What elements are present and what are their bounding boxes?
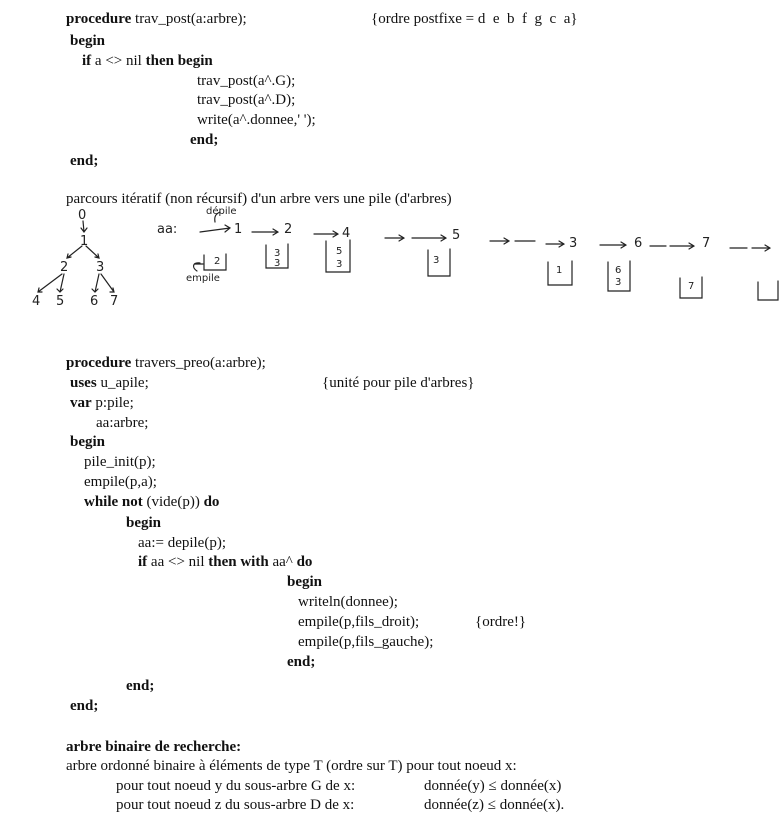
seq-value-7: 7 bbox=[702, 236, 711, 251]
proc2-uses-line bbox=[70, 374, 149, 392]
seq-value-5: 3 bbox=[569, 236, 578, 251]
keyword-do: do bbox=[203, 494, 220, 510]
proc1-comment: {ordre postfixe = d e b f g c a} bbox=[371, 11, 578, 27]
if-condition-var: aa bbox=[150, 554, 165, 570]
stack-label-b: 3 bbox=[274, 248, 281, 259]
proc2-header-line bbox=[66, 354, 266, 372]
seq-value-2: 2 bbox=[284, 222, 293, 237]
iterative-heading: parcours itératif (non récursif) d'un arbre vers une pile (d'arbres) bbox=[66, 191, 452, 207]
keyword-procedure: procedure bbox=[66, 11, 132, 27]
proc2-writeln: writeln(donnee); bbox=[298, 594, 398, 610]
seq-value-4: 5 bbox=[452, 228, 461, 243]
seq-value-1: 1 bbox=[234, 222, 243, 237]
tree-node-5: 5 bbox=[56, 294, 65, 309]
proc2-begin: begin bbox=[70, 434, 106, 450]
var-p-decl: p:pile; bbox=[95, 395, 134, 411]
proc1-signature: trav_post(a:arbre); bbox=[135, 11, 247, 27]
stack-label-c: 3 bbox=[274, 258, 281, 269]
sketch-strokes bbox=[0, 0, 782, 340]
tree-node-3: 3 bbox=[96, 260, 105, 275]
nil-keyword: nil bbox=[126, 53, 142, 69]
abr-rule2-left: pour tout noeud z du sous-arbre D de x: bbox=[116, 797, 355, 813]
not-equal-operator: <> bbox=[168, 554, 185, 570]
tree-node-7: 7 bbox=[110, 294, 119, 309]
proc1-call-g: trav_post(a^.G); bbox=[197, 73, 296, 89]
proc1-call-write: write(a^.donnee,' '); bbox=[197, 112, 316, 128]
keyword-do: do bbox=[296, 554, 313, 570]
if-condition-var: a bbox=[94, 53, 102, 69]
proc2-end: end; bbox=[70, 698, 99, 714]
keyword-procedure: procedure bbox=[66, 355, 132, 371]
proc2-begin2: begin bbox=[126, 515, 162, 531]
with-target: aa^ bbox=[272, 554, 293, 570]
tree-node-0: 0 bbox=[78, 208, 87, 223]
keyword-uses: uses bbox=[70, 375, 97, 391]
proc2-end2: end; bbox=[126, 678, 155, 694]
proc2-var-line bbox=[70, 394, 134, 412]
abr-title: arbre binaire de recherche: bbox=[66, 739, 242, 755]
abr-rule1-right: donnée(y) ≤ donnée(x) bbox=[424, 778, 562, 794]
stack-label-d: 5 bbox=[336, 246, 343, 257]
stack-label-i: 3 bbox=[615, 277, 622, 288]
proc2-depile: aa:= depile(p); bbox=[138, 535, 227, 551]
proc2-pile-init: pile_init(p); bbox=[84, 454, 156, 470]
abr-rule1-left: pour tout noeud y du sous-arbre G de x: bbox=[116, 778, 356, 794]
proc2-uses-comment: {unité pour pile d'arbres} bbox=[322, 375, 475, 391]
abr-rule2-right: donnée(z) ≤ donnée(x). bbox=[424, 797, 565, 813]
while-condition: (vide(p)) bbox=[146, 494, 200, 510]
tree-node-1: 1 bbox=[80, 234, 89, 249]
seq-value-3: 4 bbox=[342, 226, 351, 241]
keyword-if: if bbox=[82, 53, 92, 69]
proc2-if-line bbox=[138, 553, 312, 571]
stack-label-j: 7 bbox=[688, 281, 695, 292]
nil-keyword: nil bbox=[188, 554, 205, 570]
tree-node-2: 2 bbox=[60, 260, 69, 275]
stack-label-a: 2 bbox=[214, 256, 221, 267]
tree-node-4: 4 bbox=[32, 294, 41, 309]
stack-label-g: 1 bbox=[556, 265, 563, 276]
proc1-end-inner: end; bbox=[190, 132, 219, 148]
proc1-end: end; bbox=[70, 153, 99, 169]
abr-definition: arbre ordonné binaire à éléments de type T (ordre sur T) pour tout noeud x: bbox=[66, 758, 517, 774]
proc2-while-line bbox=[84, 493, 219, 511]
proc2-end3: end; bbox=[287, 654, 316, 670]
keyword-then-begin: then begin bbox=[145, 53, 213, 69]
seq-value-6: 6 bbox=[634, 236, 643, 251]
proc1-begin: begin bbox=[70, 33, 106, 49]
proc2-empile-a: empile(p,a); bbox=[84, 474, 157, 490]
keyword-var: var bbox=[70, 395, 92, 411]
uses-unit: u_apile; bbox=[100, 375, 149, 391]
proc2-signature: travers_preo(a:arbre); bbox=[135, 355, 266, 371]
empile-label: empile bbox=[186, 273, 220, 284]
proc2-empile-gauche: empile(p,fils_gauche); bbox=[298, 634, 434, 650]
keyword-then-with: then with bbox=[208, 554, 269, 570]
tree-node-6: 6 bbox=[90, 294, 99, 309]
keyword-while-not: while not bbox=[84, 494, 143, 510]
proc2-order-comment: {ordre!} bbox=[475, 614, 527, 630]
proc2-begin3: begin bbox=[287, 574, 323, 590]
stack-label-e: 3 bbox=[336, 259, 343, 270]
proc2-var-aa: aa:arbre; bbox=[96, 415, 149, 431]
proc2-empile-droit: empile(p,fils_droit); bbox=[298, 614, 420, 630]
aa-label: aa: bbox=[157, 222, 178, 237]
keyword-if: if bbox=[138, 554, 148, 570]
not-equal-operator: <> bbox=[105, 53, 123, 69]
proc1-call-d: trav_post(a^.D); bbox=[197, 92, 296, 108]
stack-label-f: 3 bbox=[433, 255, 440, 266]
stack-label-h: 6 bbox=[615, 265, 622, 276]
depile-label: dépile bbox=[206, 206, 237, 217]
